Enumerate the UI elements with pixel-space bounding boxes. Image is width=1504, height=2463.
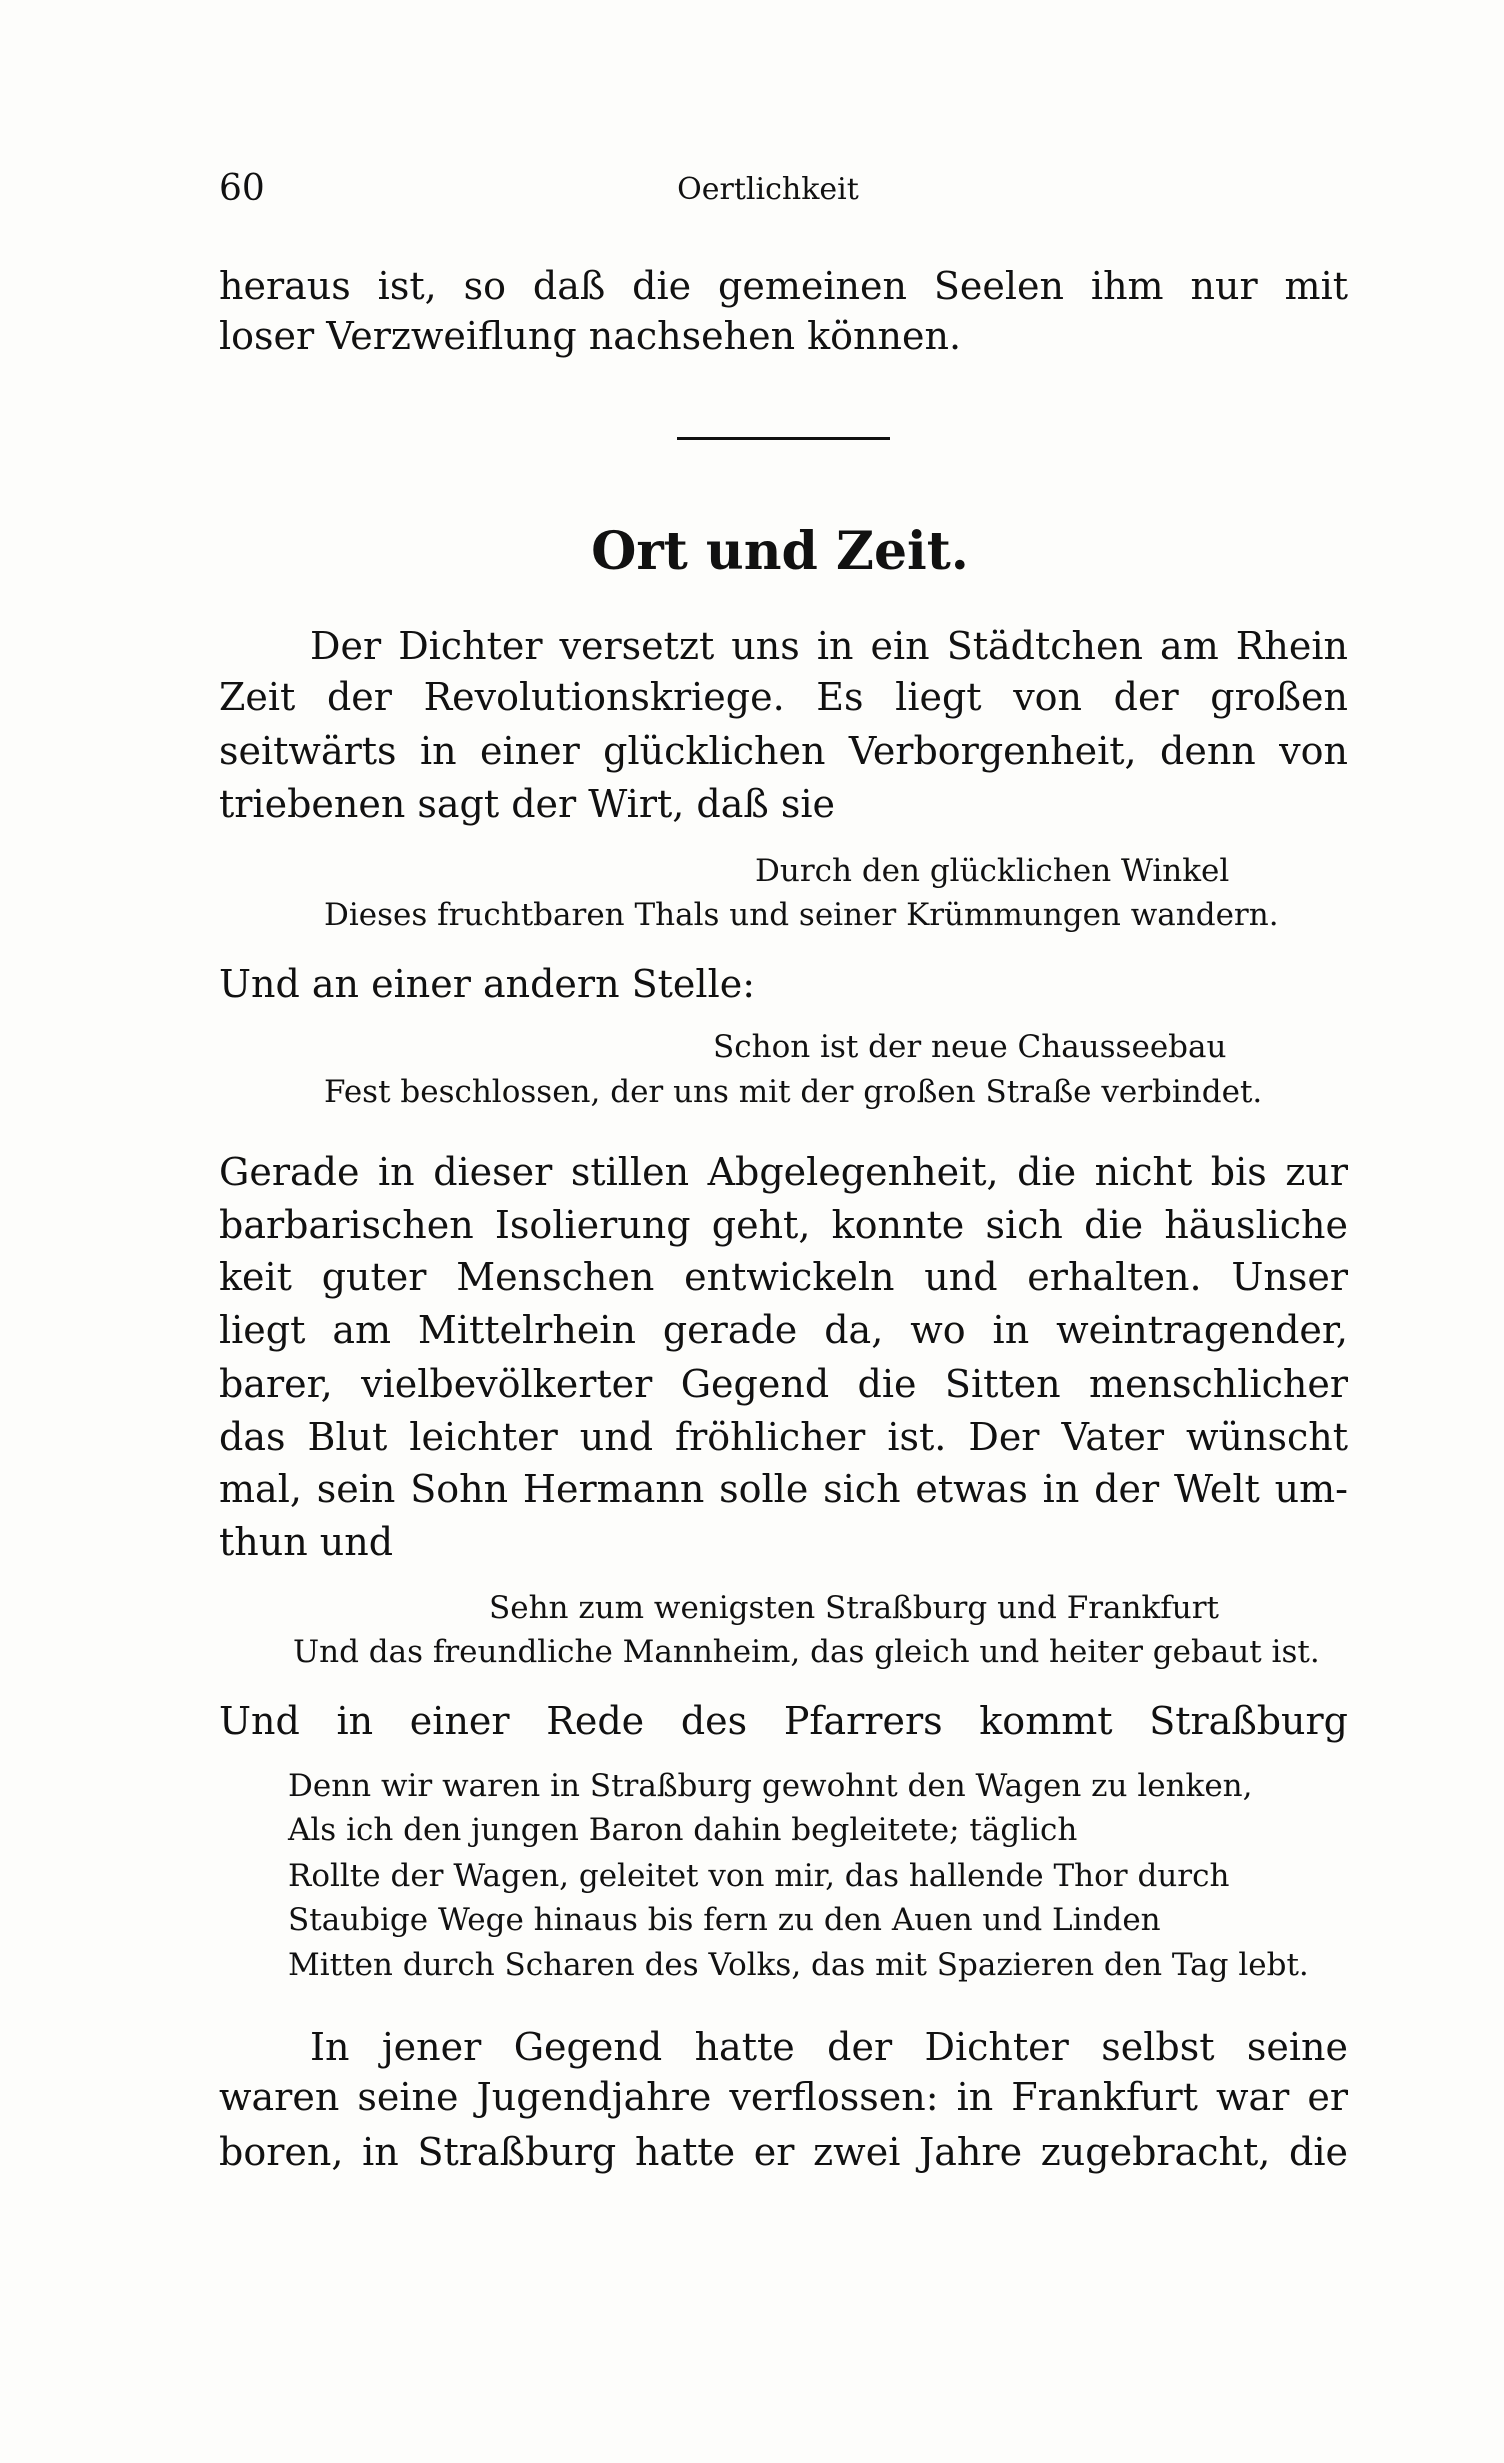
- page-number: 60: [219, 168, 265, 209]
- verse-line: Sehn zum wenigsten Straßburg und Frankfurt: [489, 1590, 1219, 1626]
- text-line: Und in einer Rede des Pfarrers kommt Straßburg: [219, 1699, 1348, 1743]
- text-line: barbarischen Isolierung geht, konnte sich die häusliche: [219, 1203, 1348, 1247]
- text-line: loser Verzweiflung nachsehen können.: [219, 314, 962, 358]
- text-line: Gerade in dieser stillen Abgelegenheit, die nicht bis zur: [219, 1150, 1348, 1194]
- text-line: liegt am Mittelrhein gerade da, wo in weintragender,: [219, 1308, 1348, 1352]
- text-line: Und an einer andern Stelle:: [219, 962, 756, 1006]
- verse-line: Denn wir waren in Straßburg gewohnt den Wagen zu lenken,: [288, 1768, 1253, 1804]
- verse-line: Und das freundliche Mannheim, das gleich und heiter gebaut ist.: [293, 1634, 1320, 1670]
- text-line: mal, sein Sohn Hermann solle sich etwas in der Welt um-: [219, 1467, 1348, 1511]
- section-title: Ort und Zeit.: [591, 521, 969, 582]
- verse-line: Fest beschlossen, der uns mit der großen Straße verbindet.: [324, 1074, 1263, 1110]
- verse-line: Durch den glücklichen Winkel: [755, 853, 1230, 889]
- verse-line: Mitten durch Scharen des Volks, das mit Spazieren den Tag lebt.: [288, 1947, 1309, 1983]
- text-line: waren seine Jugendjahre verflossen: in Frankfurt war er: [219, 2075, 1348, 2119]
- verse-line: Schon ist der neue Chausseebau: [713, 1029, 1227, 1065]
- text-line: In jener Gegend hatte der Dichter selbst seine: [310, 2025, 1348, 2069]
- text-line: thun und: [219, 1520, 394, 1564]
- text-line: heraus ist, so daß die gemeinen Seelen ihm nur mit: [219, 264, 1348, 308]
- text-line: Der Dichter versetzt uns in ein Städtchen am Rhein: [310, 624, 1348, 668]
- verse-line: Rollte der Wagen, geleitet von mir, das hallende Thor durch: [288, 1858, 1230, 1894]
- text-line: keit guter Menschen entwickeln und erhalten. Unser: [219, 1255, 1348, 1299]
- text-line: seitwärts in einer glücklichen Verborgenheit, denn von: [219, 729, 1348, 773]
- text-line: das Blut leichter und fröhlicher ist. Der Vater wünscht: [219, 1415, 1348, 1459]
- verse-line: Dieses fruchtbaren Thals und seiner Krümmungen wandern.: [324, 897, 1279, 933]
- running-title: Oertlichkeit: [677, 172, 859, 207]
- verse-line: Als ich den jungen Baron dahin begleitete; täglich: [288, 1812, 1078, 1848]
- section-divider: [677, 437, 890, 440]
- text-line: barer, vielbevölkerter Gegend die Sitten menschlicher: [219, 1362, 1348, 1406]
- text-line: triebenen sagt der Wirt, daß sie: [219, 782, 836, 826]
- text-line: boren, in Straßburg hatte er zwei Jahre zugebracht, die: [219, 2130, 1348, 2174]
- text-line: Zeit der Revolutionskriege. Es liegt von der großen: [219, 675, 1348, 719]
- verse-line: Staubige Wege hinaus bis fern zu den Auen und Linden: [288, 1902, 1161, 1938]
